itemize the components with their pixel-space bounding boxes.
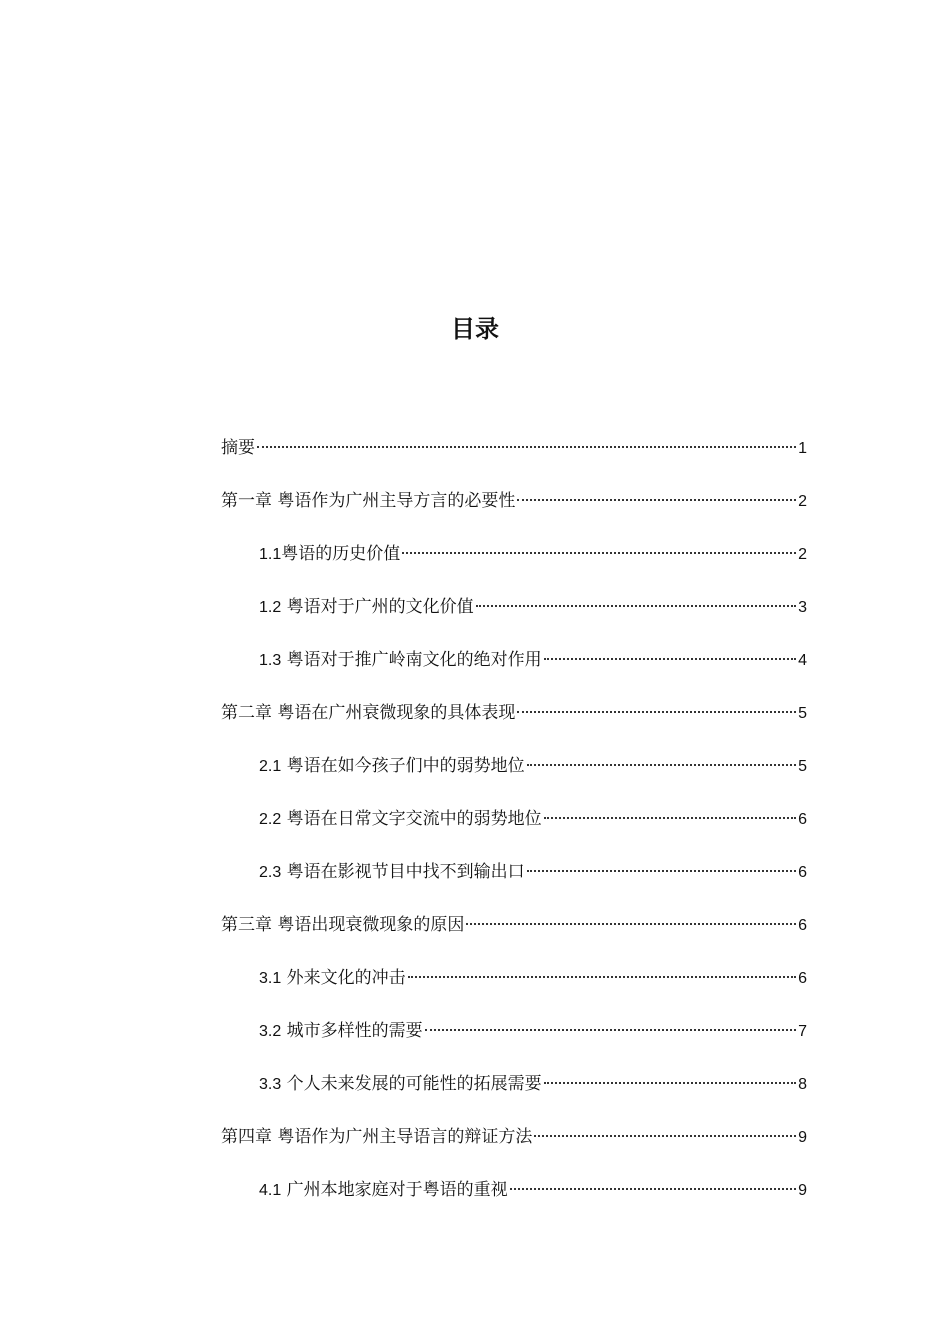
toc-entry-text: 粤语在如今孩子们中的弱势地位 xyxy=(281,756,525,776)
dot-leader xyxy=(402,552,796,554)
toc-entry-text: 城市多样性的需要 xyxy=(281,1021,423,1041)
toc-section-number: 1.1 xyxy=(259,546,282,563)
toc-page-number: 6 xyxy=(798,917,807,934)
toc-section-number: 2.1 xyxy=(259,758,282,775)
toc-entry-label xyxy=(259,1017,423,1046)
toc-entry[interactable] xyxy=(221,593,807,646)
toc-entry-label xyxy=(259,858,525,887)
toc-entry-label xyxy=(221,911,464,939)
toc-entry[interactable] xyxy=(221,805,807,858)
dot-leader xyxy=(408,976,796,978)
toc-entry[interactable] xyxy=(221,1070,807,1123)
toc-entry-text: 个人未来发展的可能性的拓展需要 xyxy=(281,1074,542,1094)
toc-entry-label xyxy=(259,964,406,993)
dot-leader xyxy=(517,711,796,713)
toc-entry-label xyxy=(221,699,515,727)
toc-page-number: 6 xyxy=(798,970,807,987)
toc-section-number: 3.3 xyxy=(259,1076,282,1093)
toc-entry-label xyxy=(221,487,515,515)
toc-entry[interactable] xyxy=(221,911,807,964)
dot-leader xyxy=(544,1082,796,1084)
toc-entry-text: 摘要 xyxy=(221,438,255,458)
toc-page-number: 9 xyxy=(798,1129,807,1146)
dot-leader xyxy=(257,446,796,448)
toc-entry-text: 粤语的历史价值 xyxy=(281,544,401,564)
toc-entry-text: 第二章 粤语在广州衰微现象的具体表现 xyxy=(221,703,516,723)
toc-page-number: 8 xyxy=(798,1076,807,1093)
toc-page-number: 2 xyxy=(798,493,807,510)
toc-entry[interactable] xyxy=(221,858,807,911)
toc-entry[interactable] xyxy=(221,540,807,593)
toc-entry-text: 第三章 粤语出现衰微现象的原因 xyxy=(221,915,465,935)
dot-leader xyxy=(534,1135,796,1137)
toc-page-number: 5 xyxy=(798,758,807,775)
toc-section-number: 3.2 xyxy=(259,1023,282,1040)
toc-entry-label xyxy=(259,752,525,781)
dot-leader xyxy=(510,1188,796,1190)
toc-section-number: 3.1 xyxy=(259,970,282,987)
toc-section-number: 1.2 xyxy=(259,599,282,616)
toc-page-number: 9 xyxy=(798,1182,807,1199)
toc-page-number: 5 xyxy=(798,705,807,722)
toc-entry-label xyxy=(221,1123,532,1151)
toc-entry[interactable] xyxy=(221,1017,807,1070)
toc-entry-text: 粤语对于广州的文化价值 xyxy=(281,597,474,617)
toc-entry-text: 第四章 粤语作为广州主导语言的辩证方法 xyxy=(221,1127,533,1147)
toc-section-number: 2.3 xyxy=(259,864,282,881)
toc-page-number: 6 xyxy=(798,864,807,881)
dot-leader xyxy=(517,499,796,501)
toc-entry-text: 粤语对于推广岭南文化的绝对作用 xyxy=(281,650,542,670)
toc-page-number: 7 xyxy=(798,1023,807,1040)
toc-section-number: 1.3 xyxy=(259,652,282,669)
toc-entry-label xyxy=(259,593,474,622)
toc-entry-label xyxy=(259,805,542,834)
dot-leader xyxy=(466,923,796,925)
toc-page-number: 1 xyxy=(798,440,807,457)
toc-entry[interactable] xyxy=(221,699,807,752)
dot-leader xyxy=(425,1029,796,1031)
dot-leader xyxy=(527,764,796,766)
toc-page-number: 6 xyxy=(798,811,807,828)
dot-leader xyxy=(544,817,796,819)
toc-entry-text: 粤语在日常文字交流中的弱势地位 xyxy=(281,809,542,829)
toc-entry-label xyxy=(259,1070,542,1099)
toc-entry-text: 广州本地家庭对于粤语的重视 xyxy=(281,1180,508,1200)
toc-entry[interactable] xyxy=(221,646,807,699)
table-of-contents xyxy=(221,434,807,1229)
toc-page-number: 2 xyxy=(798,546,807,563)
toc-section-number: 2.2 xyxy=(259,811,282,828)
dot-leader xyxy=(476,605,796,607)
toc-entry-label xyxy=(259,646,542,675)
toc-entry-label xyxy=(221,434,255,462)
toc-entry-text: 粤语在影视节目中找不到输出口 xyxy=(281,862,525,882)
toc-entry-text: 外来文化的冲击 xyxy=(281,968,406,988)
toc-title: 目录 xyxy=(451,315,499,343)
dot-leader xyxy=(544,658,796,660)
toc-entry[interactable] xyxy=(221,1176,807,1229)
toc-entry[interactable] xyxy=(221,487,807,540)
toc-entry[interactable] xyxy=(221,434,807,487)
toc-entry[interactable] xyxy=(221,964,807,1017)
toc-section-number: 4.1 xyxy=(259,1182,282,1199)
dot-leader xyxy=(527,870,796,872)
toc-entry-label xyxy=(259,1176,508,1205)
toc-entry[interactable] xyxy=(221,752,807,805)
toc-entry[interactable] xyxy=(221,1123,807,1176)
toc-page-number: 3 xyxy=(798,599,807,616)
toc-entry-text: 第一章 粤语作为广州主导方言的必要性 xyxy=(221,491,516,511)
toc-page-number: 4 xyxy=(798,652,807,669)
toc-entry-label xyxy=(259,540,400,569)
